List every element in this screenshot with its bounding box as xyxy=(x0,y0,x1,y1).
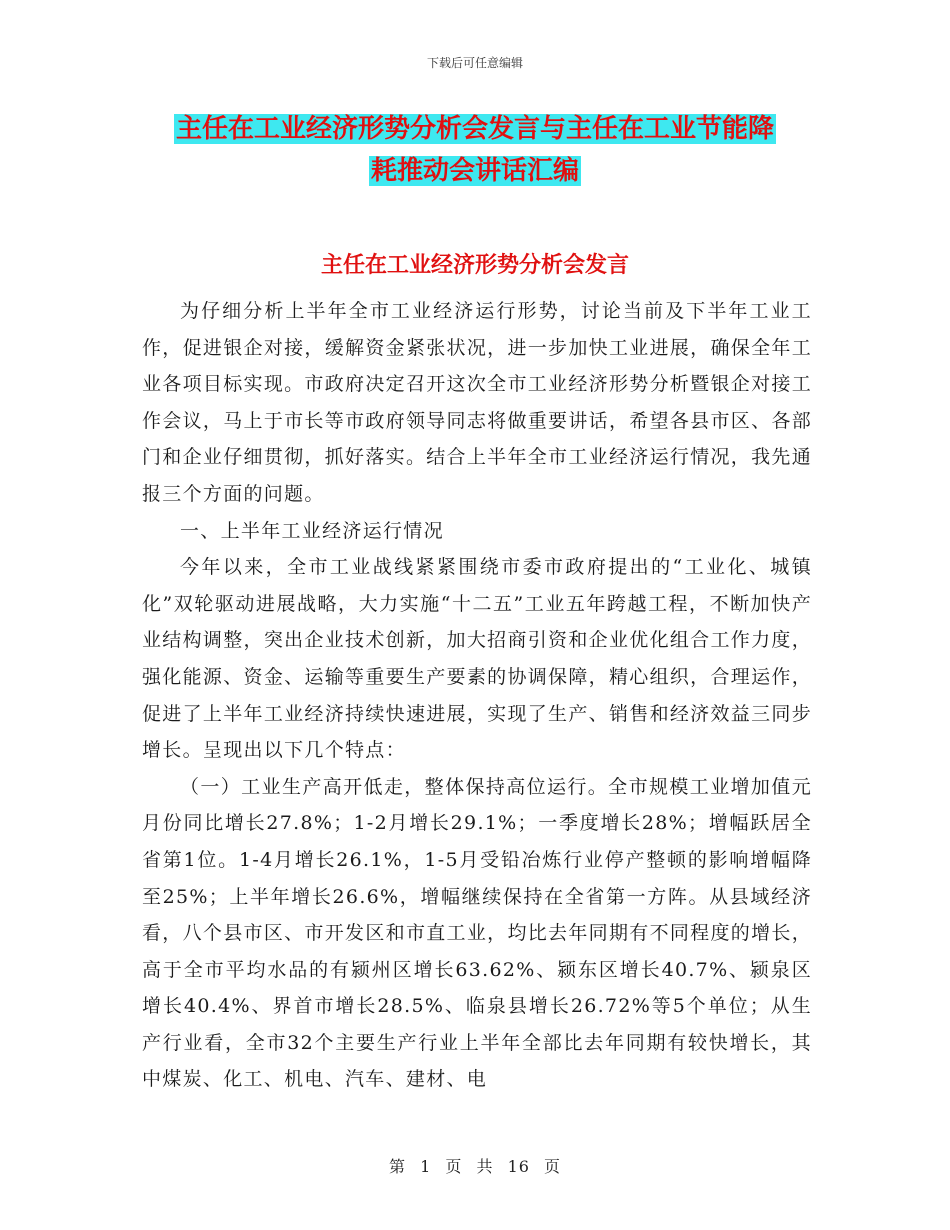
paragraph-intro: 为仔细分析上半年全市工业经济运行形势，讨论当前及下半年工业工作，促进银企对接，缓解资金紧张状况，进一步加快工业进展，确保全年工业各项目标实现。市政府决定召开这次全市工业经济形势分析暨银企对接工作会议，马上于市长等市政府领导同志将做重要讲话，希望各县市区、各部门和企业仔细贯彻，抓好落实。结合上半年全市工业经济运行情况，我先通报三个方面的问题。 xyxy=(142,300,812,505)
page-footer xyxy=(0,1154,950,1177)
footer-suffix: 页 xyxy=(544,1157,562,1176)
footer-current-page: 1 xyxy=(420,1157,432,1176)
document-title xyxy=(140,108,810,192)
section-title: 主任在工业经济形势分析会发言 xyxy=(320,253,629,278)
header-note: 下载后可任意编辑 xyxy=(426,56,523,70)
footer-total-pages: 16 xyxy=(507,1157,530,1176)
document-title-line-2: 耗推动会讲话汇编 xyxy=(370,156,579,186)
paragraph-heading-1: 一、上半年工业经济运行情况 xyxy=(180,519,444,542)
footer-of-word: 共 xyxy=(476,1157,494,1176)
footer-page-word: 页 xyxy=(445,1157,463,1176)
paragraph-point-1: （一）工业生产高开低走，整体保持高位运行。全市规模工业增加值元月份同比增长27.8%；1-2月增长29.1%；一季度增长28%；增幅跃居全省第1位。1-4月增长26.1%，1-5月受铅冶炼行业停产整顿的影响增幅降至25%；上半年增长26.6%，增幅继续保持在全省第一方阵。从县域经济看，八个县市区、市开发区和市直工业，均比去年同期有不同程度的增长，高于全市平均水品的有颍州区增长63.62%、颍东区增长40.7%、颍泉区增长40.4%、界首市增长28.5%、临泉县增长26.72%等5个单位；从生产行业看，全市32个主要生产行业上半年全部比去年同期有较快增长，其中煤炭、化工、机电、汽车、建材、电 xyxy=(142,775,812,1091)
document-body xyxy=(142,293,812,1098)
footer-prefix: 第 xyxy=(388,1157,406,1176)
document-title-line-1: 主任在工业经济形势分析会发言与主任在工业节能降 xyxy=(175,114,774,144)
paragraph-overview: 今年以来，全市工业战线紧紧围绕市委市政府提出的“工业化、城镇化”双轮驱动进展战略，大力实施“十二五”工业五年跨越工程，不断加快产业结构调整，突出企业技术创新，加大招商引资和企业优化组合工作力度，强化能源、资金、运输等重要生产要素的协调保障，精心组织，合理运作，促进了上半年工业经济持续快速进展，实现了生产、销售和经济效益三同步增长。呈现出以下几个特点： xyxy=(142,556,812,762)
